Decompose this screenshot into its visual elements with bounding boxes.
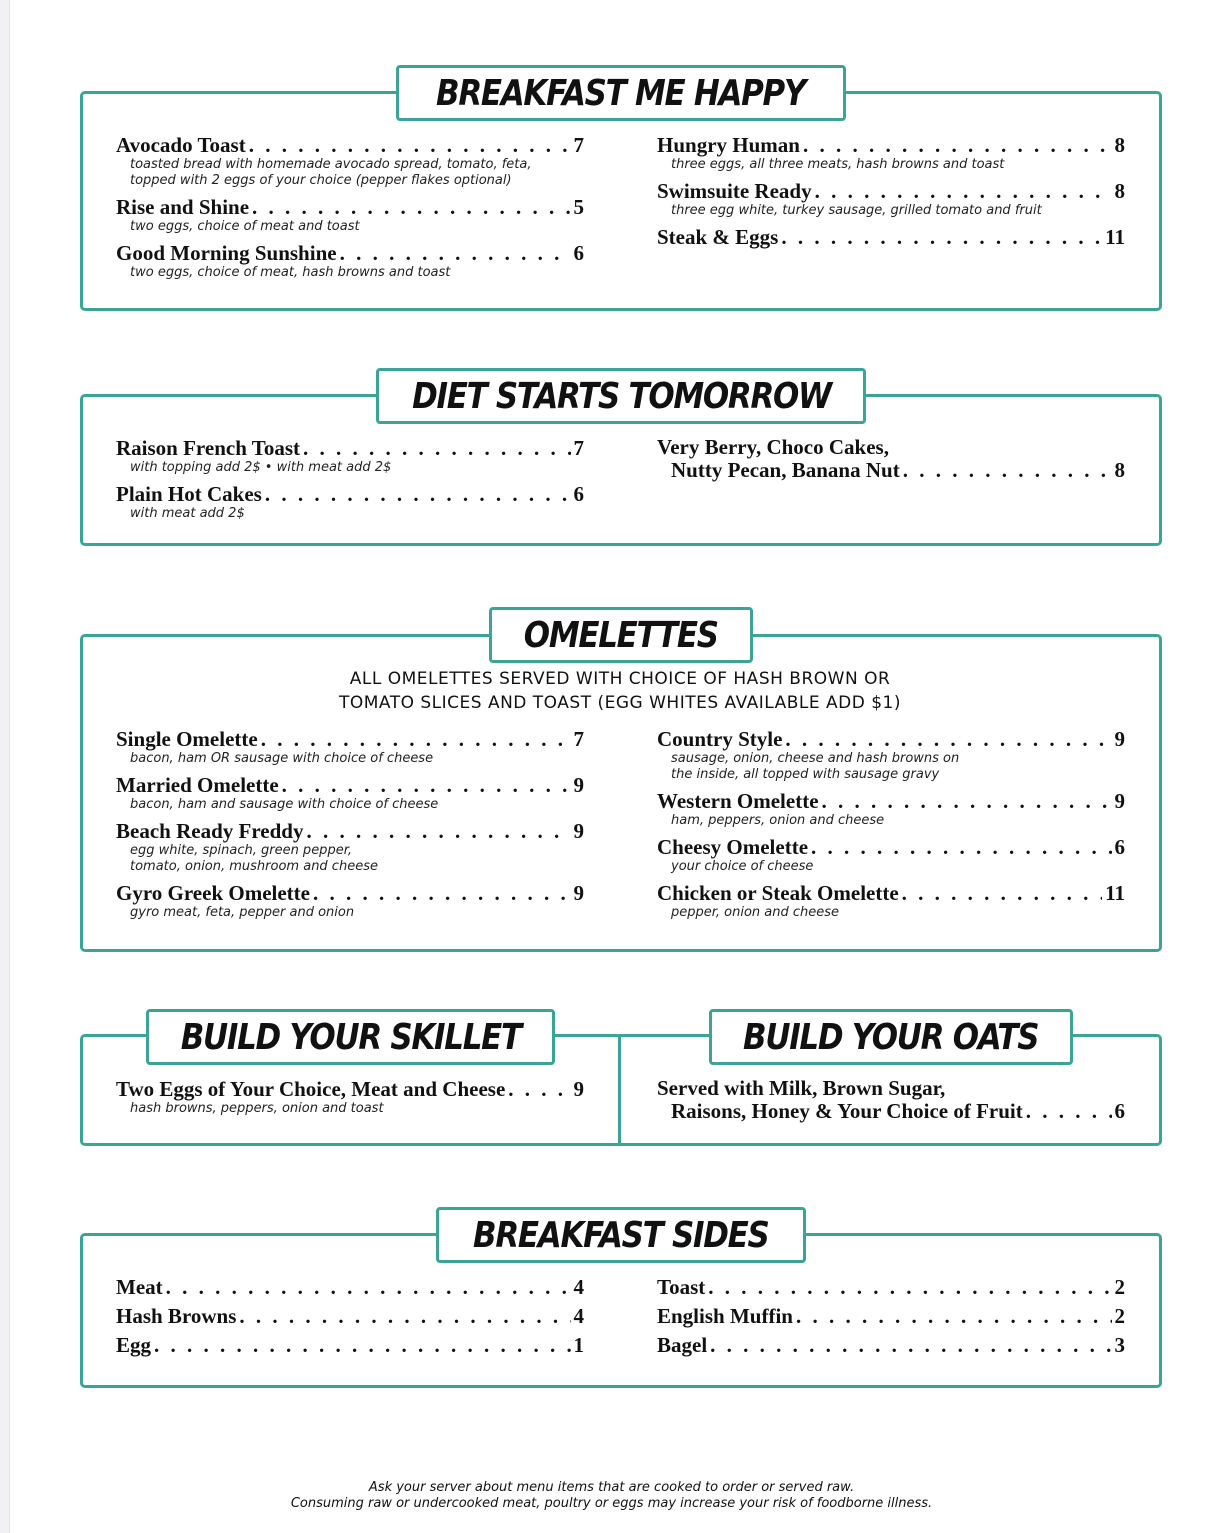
footer-line1: Ask your server about menu items that are cooked to order or served raw. xyxy=(368,1480,855,1495)
sides-left-column xyxy=(116,1275,584,1362)
leader-dots xyxy=(785,727,1111,751)
breakfast-title-text: BREAKFAST ME HAPPY xyxy=(436,72,806,114)
menu-item-row xyxy=(116,727,584,751)
menu-item-price: 3 xyxy=(1114,1333,1125,1357)
menu-item-name: Avocado Toast xyxy=(116,133,246,157)
menu-item-name: Good Morning Sunshine xyxy=(116,241,337,265)
diet-title xyxy=(376,368,866,424)
leader-dots xyxy=(154,1333,570,1357)
leader-dots xyxy=(822,789,1112,813)
menu-item-row xyxy=(657,789,1125,813)
menu-item xyxy=(116,1077,584,1117)
leader-dots xyxy=(313,881,571,905)
menu-item-description: ham, peppers, onion and cheese xyxy=(671,813,885,828)
diet-right-price: 8 xyxy=(1114,458,1125,482)
menu-item xyxy=(116,195,584,235)
leader-dots xyxy=(815,179,1112,203)
menu-item-row xyxy=(116,1275,584,1299)
menu-item-price: 4 xyxy=(573,1275,584,1299)
menu-item-row xyxy=(116,241,584,265)
menu-item-description: bacon, ham and sausage with choice of cheese xyxy=(130,797,439,812)
diet-title-text: DIET STARTS TOMORROW xyxy=(411,375,831,417)
oats-price: 6 xyxy=(1114,1099,1125,1123)
menu-item-price: 7 xyxy=(573,133,584,157)
diet-right-line2 xyxy=(657,458,1125,482)
leader-dots xyxy=(903,458,1112,482)
menu-item-name: Egg xyxy=(116,1333,152,1357)
leader-dots xyxy=(303,436,571,460)
oats-line2 xyxy=(657,1099,1125,1123)
menu-item-row xyxy=(657,727,1125,751)
menu-item-name: Beach Ready Freddy xyxy=(116,819,304,843)
menu-item-row xyxy=(657,1333,1125,1357)
menu-item-row xyxy=(116,482,584,506)
menu-item-name: Country Style xyxy=(657,727,783,751)
menu-item-description: pepper, onion and cheese xyxy=(671,905,840,920)
diet-right-line1: Very Berry, Choco Cakes, xyxy=(657,435,889,459)
menu-item xyxy=(116,133,584,189)
menu-item xyxy=(116,1333,584,1357)
section-divider xyxy=(618,1037,621,1145)
menu-item-price: 7 xyxy=(573,727,584,751)
menu-item-description: two eggs, choice of meat and toast xyxy=(130,219,360,234)
menu-item-row xyxy=(657,225,1125,249)
menu-item-name: Cheesy Omelette xyxy=(657,835,809,859)
menu-item-price: 11 xyxy=(1105,881,1125,905)
menu-item-row xyxy=(116,1333,584,1357)
menu-item-price: 7 xyxy=(573,436,584,460)
menu-item-price: 6 xyxy=(573,482,584,506)
oats-column xyxy=(657,1077,1125,1123)
menu-item-description: the inside, all topped with sausage gravy xyxy=(671,767,940,782)
leader-dots xyxy=(796,1304,1112,1328)
menu-item-row xyxy=(657,179,1125,203)
menu-item-description: gyro meat, feta, pepper and onion xyxy=(130,905,355,920)
leader-dots xyxy=(508,1077,570,1101)
menu-item-price: 5 xyxy=(573,195,584,219)
menu-item-description: topped with 2 eggs of your choice (pepper flakes optional) xyxy=(130,173,512,188)
menu-item-name: Steak & Eggs xyxy=(657,225,779,249)
menu-item-name: Bagel xyxy=(657,1333,708,1357)
menu-item-name: Married Omelette xyxy=(116,773,279,797)
menu-item xyxy=(116,482,584,522)
menu-item-description: with meat add 2$ xyxy=(130,506,245,521)
skillet-item-name: Two Eggs of Your Choice, Meat and Cheese xyxy=(116,1077,506,1101)
menu-item-description: with topping add 2$ • with meat add 2$ xyxy=(130,460,392,475)
menu-item-name: Single Omelette xyxy=(116,727,258,751)
leader-dots xyxy=(282,773,571,797)
menu-item-row xyxy=(116,133,584,157)
menu-item-description: two eggs, choice of meat, hash browns and toast xyxy=(130,265,451,280)
leader-dots xyxy=(708,1275,1111,1299)
leader-dots xyxy=(710,1333,1111,1357)
menu-item-name: Western Omelette xyxy=(657,789,819,813)
diet-right-column xyxy=(657,436,1125,482)
menu-item xyxy=(657,1304,1125,1328)
menu-item-name: Rise and Shine xyxy=(116,195,250,219)
menu-item-name: Meat xyxy=(116,1275,163,1299)
skillet-title-text: BUILD YOUR SKILLET xyxy=(180,1016,521,1058)
menu-item-name: Swimsuite Ready xyxy=(657,179,812,203)
breakfast-right-column xyxy=(657,133,1125,255)
leader-dots xyxy=(781,225,1102,249)
leader-dots xyxy=(306,819,570,843)
menu-item-name: Plain Hot Cakes xyxy=(116,482,262,506)
skillet-item-price: 9 xyxy=(573,1077,584,1101)
menu-item-row xyxy=(116,1304,584,1328)
menu-item xyxy=(657,133,1125,173)
omelettes-left-column xyxy=(116,727,584,927)
omelettes-title-text: OMELETTES xyxy=(524,614,718,656)
menu-item-row xyxy=(116,195,584,219)
leader-dots xyxy=(1026,1099,1112,1123)
menu-item-price: 9 xyxy=(1114,727,1125,751)
menu-item xyxy=(657,225,1125,249)
breakfast-left-column xyxy=(116,133,584,287)
menu-item-row xyxy=(657,881,1125,905)
leader-dots xyxy=(811,835,1111,859)
menu-item-description: tomato, onion, mushroom and cheese xyxy=(130,859,378,874)
menu-item xyxy=(116,241,584,281)
menu-item-name: Gyro Greek Omelette xyxy=(116,881,310,905)
menu-item-row xyxy=(116,881,584,905)
menu-item xyxy=(116,773,584,813)
menu-item-price: 9 xyxy=(573,881,584,905)
menu-item xyxy=(116,1275,584,1299)
menu-item-price: 4 xyxy=(573,1304,584,1328)
menu-item-name: English Muffin xyxy=(657,1304,793,1328)
leader-dots xyxy=(249,133,571,157)
menu-item-row xyxy=(657,133,1125,157)
menu-item-price: 2 xyxy=(1114,1304,1125,1328)
menu-item-description: egg white, spinach, green pepper, xyxy=(130,843,352,858)
menu-item-name: Toast xyxy=(657,1275,706,1299)
menu-item xyxy=(657,179,1125,219)
menu-item xyxy=(657,1275,1125,1299)
leader-dots xyxy=(252,195,570,219)
menu-item xyxy=(116,436,584,476)
menu-item-name: Chicken or Steak Omelette xyxy=(657,881,899,905)
menu-item-price: 6 xyxy=(573,241,584,265)
menu-item-row xyxy=(657,1304,1125,1328)
omelettes-note-line1: ALL OMELETTES SERVED WITH CHOICE OF HASH BROWN OR xyxy=(349,669,891,689)
menu-item-price: 11 xyxy=(1105,225,1125,249)
menu-item-price: 6 xyxy=(1114,835,1125,859)
leader-dots xyxy=(803,133,1112,157)
leader-dots xyxy=(265,482,571,506)
oats-name: Raisons, Honey & Your Choice of Fruit xyxy=(671,1099,1023,1123)
diet-right-name: Nutty Pecan, Banana Nut xyxy=(671,458,900,482)
skillet-column xyxy=(116,1077,584,1123)
menu-item xyxy=(657,881,1125,921)
footer-line2: Consuming raw or undercooked meat, poultry or eggs may increase your risk of foodborne illness. xyxy=(290,1496,933,1511)
menu-item-price: 9 xyxy=(573,773,584,797)
oats-title-text: BUILD YOUR OATS xyxy=(743,1016,1039,1058)
oats-line1: Served with Milk, Brown Sugar, xyxy=(657,1076,946,1100)
menu-item-price: 2 xyxy=(1114,1275,1125,1299)
menu-item-description: three eggs, all three meats, hash browns and toast xyxy=(671,157,1005,172)
menu-item-row xyxy=(657,835,1125,859)
sides-title-text: BREAKFAST SIDES xyxy=(473,1214,769,1256)
menu-item-price: 1 xyxy=(573,1333,584,1357)
leader-dots xyxy=(239,1304,570,1328)
menu-item xyxy=(657,789,1125,829)
leader-dots xyxy=(261,727,571,751)
menu-item-price: 8 xyxy=(1114,179,1125,203)
menu-item xyxy=(116,1304,584,1328)
menu-item-row xyxy=(116,773,584,797)
leader-dots xyxy=(166,1275,571,1299)
menu-item-description: your choice of cheese xyxy=(671,859,814,874)
oats-title xyxy=(709,1009,1073,1065)
menu-item-description: sausage, onion, cheese and hash browns on xyxy=(671,751,960,766)
omelettes-title xyxy=(489,607,753,663)
omelettes-note-line2: TOMATO SLICES AND TOAST (EGG WHITES AVAILABLE ADD $1) xyxy=(338,693,902,713)
diet-left-column xyxy=(116,436,584,528)
leader-dots xyxy=(902,881,1103,905)
menu-item xyxy=(116,727,584,767)
skillet-title xyxy=(146,1009,555,1065)
menu-item-price: 9 xyxy=(573,819,584,843)
menu-item-row xyxy=(116,436,584,460)
leader-dots xyxy=(340,241,571,265)
menu-item-row xyxy=(116,1077,584,1101)
menu-item xyxy=(657,835,1125,875)
menu-item xyxy=(657,1333,1125,1357)
breakfast-title xyxy=(396,65,846,121)
skillet-item-desc: hash browns, peppers, onion and toast xyxy=(130,1101,384,1116)
sides-right-column xyxy=(657,1275,1125,1362)
menu-item-name: Hungry Human xyxy=(657,133,800,157)
menu-item-name: Raison French Toast xyxy=(116,436,300,460)
menu-item-description: bacon, ham OR sausage with choice of cheese xyxy=(130,751,434,766)
menu-item-row xyxy=(657,1275,1125,1299)
menu-item-row xyxy=(116,819,584,843)
menu-item-name: Hash Browns xyxy=(116,1304,237,1328)
menu-item xyxy=(116,819,584,875)
menu-item-price: 9 xyxy=(1114,789,1125,813)
menu-item-price: 8 xyxy=(1114,133,1125,157)
sides-title xyxy=(436,1207,806,1263)
page-edge xyxy=(0,0,10,1533)
menu-item-description: toasted bread with homemade avocado spread, tomato, feta, xyxy=(130,157,532,172)
menu-item xyxy=(116,881,584,921)
menu-item xyxy=(657,727,1125,783)
omelettes-right-column xyxy=(657,727,1125,927)
menu-item-description: three egg white, turkey sausage, grilled tomato and fruit xyxy=(671,203,1042,218)
